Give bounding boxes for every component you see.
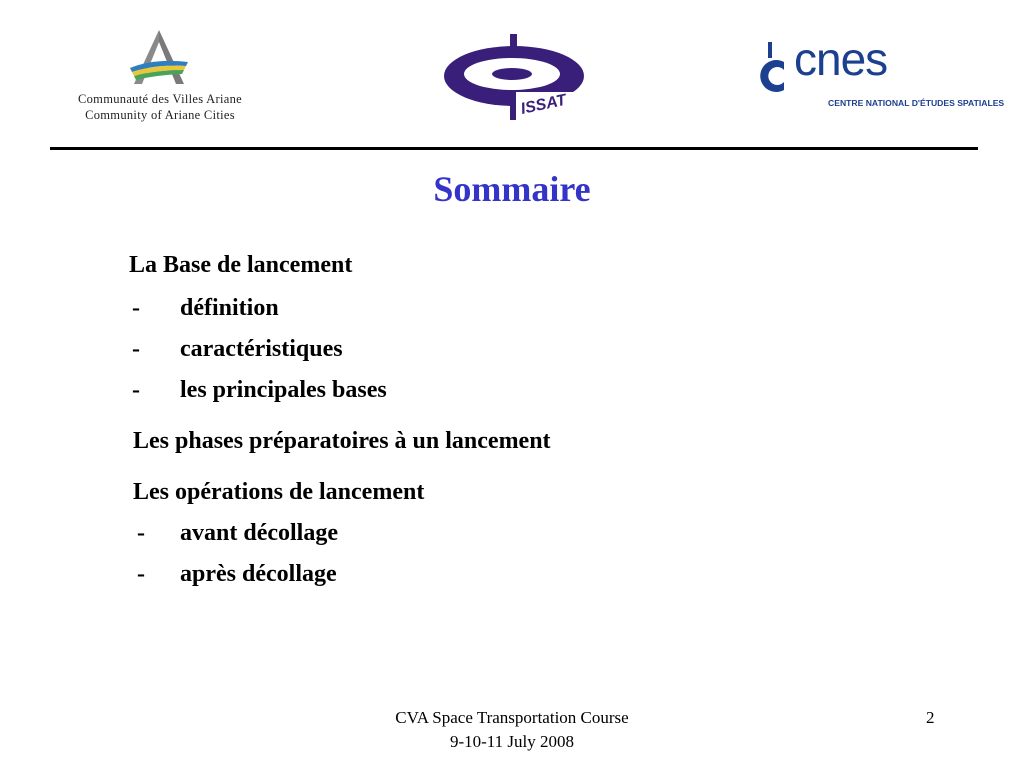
- slide-title: Sommaire: [433, 169, 591, 209]
- cnes-emblem-icon: [754, 42, 794, 96]
- footer-date: 9-10-11 July 2008: [449, 732, 575, 751]
- issat-text: ISSAT: [519, 91, 568, 118]
- bullet-dash: -: [132, 336, 140, 362]
- bullet-dash: -: [132, 377, 140, 403]
- page-number: 2: [926, 708, 935, 727]
- cva-a-icon: [126, 28, 192, 86]
- header-divider: [50, 147, 978, 150]
- cva-name-fr: Communauté des Villes Ariane: [78, 92, 242, 106]
- section-heading: Les opérations de lancement: [133, 479, 425, 505]
- cnes-logo: [754, 33, 1005, 115]
- section-heading: Les phases préparatoires à un lancement: [133, 428, 551, 454]
- cnes-subtitle: CENTRE NATIONAL D'ÉTUDES SPATIALES: [828, 98, 1005, 108]
- list-item: les principales bases: [180, 377, 387, 403]
- issat-logo: [442, 32, 588, 129]
- cnes-wordmark: cnes: [794, 33, 888, 85]
- list-item: avant décollage: [180, 520, 338, 546]
- list-item: après décollage: [180, 561, 337, 587]
- footer-course: CVA Space Transportation Course: [395, 708, 629, 727]
- list-item: définition: [180, 295, 279, 321]
- bullet-dash: -: [137, 520, 145, 546]
- footer: [0, 706, 1024, 754]
- bullet-dash: -: [137, 561, 145, 587]
- list-item: caractéristiques: [180, 336, 343, 362]
- cva-name-en: Community of Ariane Cities: [85, 108, 235, 122]
- bullet-dash: -: [132, 295, 140, 321]
- section-heading: La Base de lancement: [129, 252, 353, 278]
- cva-logo: [52, 28, 268, 128]
